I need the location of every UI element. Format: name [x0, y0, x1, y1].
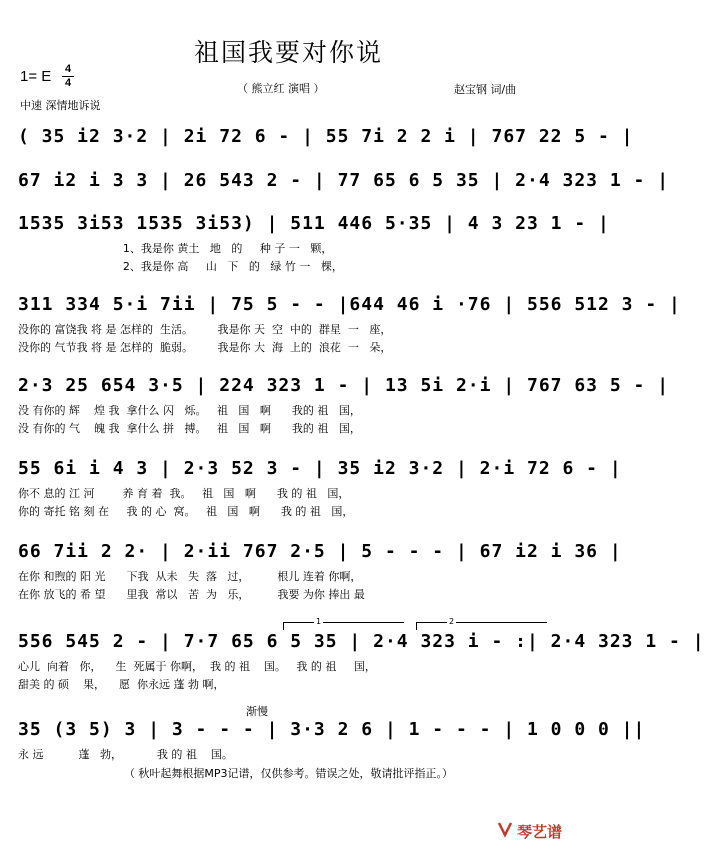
notation-line: 35 (3 5) 3 | 3 - - - | 3·3 2 6 | 1 - - - | 1 0 0 0 ||: [18, 719, 646, 740]
composer-credit: 赵宝钢 词/曲: [454, 83, 517, 96]
lyric-verse-1: 没你的 富饶我 将 是 怎样的 生活。 我是你 天 空 中的 群星 一 座，: [18, 323, 392, 336]
time-signature-top: 4: [64, 63, 72, 75]
lyric-verse-2: 2、我是你 高 山 下 的 绿 竹 一 棵，: [18, 260, 343, 273]
lyric-verse-1: 在你 和煦的 阳 光 下我 从未 失 落 过， 根儿 连着 你啊，: [18, 570, 362, 583]
lyric-verse-1: 没 有你的 辉 煌 我 拿什么 闪 烁。 祖 国 啊 我的 祖 国，: [18, 404, 361, 417]
lyric-verse-2: 你的 寄托 铭 刻 在 我 的 心 窝。 祖 国 啊 我 的 祖 国，: [18, 505, 354, 518]
lyric-verse-2: 没你的 气节我 将 是 怎样的 脆弱。 我是你 大 海 上的 浪花 一 朵，: [18, 341, 392, 354]
lyric-verse-1: 永 远 蓬 勃， 我 的 祖 国。: [18, 748, 233, 761]
notation-line: 1535 3i53 1535 3i53) | 511 446 5·35 | 4 3 23 1 - |: [18, 213, 610, 234]
notation-line: 311 334 5·i 7ii | 75 5 - - |644 46 i ·76 | 556 512 3 - |: [18, 294, 681, 315]
singer-credit: （ 熊立红 演唱 ）: [237, 82, 325, 95]
notation-line: 55 6i i 4 3 | 2·3 52 3 - | 35 i2 3·2 | 2·i 72 6 - |: [18, 458, 622, 479]
volta-number: 2: [449, 617, 455, 626]
site-logo: [497, 821, 562, 842]
song-title: 祖国我要对你说: [193, 38, 383, 67]
volta-bracket-2: [416, 617, 547, 630]
time-signature-bottom: 4: [64, 77, 72, 89]
lyric-verse-2: 在你 放飞的 希 望 里我 常以 苦 为 乐， 我要 为你 捧出 最: [18, 588, 365, 601]
transcription-note: （ 秋叶起舞根据MP3记谱，仅供参考。错误之处，敬请批评指正。）: [123, 767, 454, 780]
notation-line: 67 i2 i 3 3 | 26 543 2 - | 77 65 6 5 35 | 2·4 323 1 - |: [18, 170, 670, 191]
tempo-marking: 中速 深情地诉说: [20, 99, 101, 112]
lyric-verse-2: 甜美 的 硕 果， 愿 你永远 蓬 勃 啊，: [18, 678, 225, 691]
lyric-verse-2: 没 有你的 气 魄 我 拿什么 拼 搏。 祖 国 啊 我的 祖 国，: [18, 422, 361, 435]
notation-line: ( 35 i2 3·2 | 2i 72 6 - | 55 7i 2 2 i | 767 22 5 - |: [18, 126, 634, 147]
volta-number: 1: [316, 617, 322, 626]
notation-line: 556 545 2 - | 7·7 65 6 5 35 | 2·4 323 i - :| 2·4 323 1 - |: [18, 631, 705, 652]
volta-bracket-1: [283, 617, 404, 630]
ritardando-marking: 渐慢: [246, 705, 268, 718]
key-signature: 1= E: [20, 68, 52, 85]
lyric-verse-1: 1、我是你 黄土 地 的 种 子 一 颗，: [18, 242, 333, 255]
lyric-verse-1: 心儿 向着 你， 生 死属于 你啊， 我 的 祖 国。 我 的 祖 国，: [18, 660, 376, 673]
time-signature: [62, 64, 74, 89]
logo-text: 琴艺谱: [517, 823, 563, 841]
lyric-verse-1: 你不 息的 江 河 养 育 着 我。 祖 国 啊 我 的 祖 国，: [18, 487, 350, 500]
notation-line: 2·3 25 654 3·5 | 224 323 1 - | 13 5i 2·i | 767 63 5 - |: [18, 375, 670, 396]
logo-icon: [497, 821, 513, 841]
notation-line: 66 7ii 2 2· | 2·ii 767 2·5 | 5 - - - | 67 i2 i 36 |: [18, 541, 622, 562]
